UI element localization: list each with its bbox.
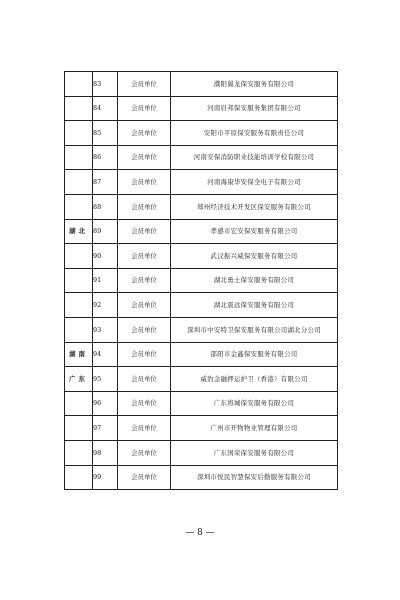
serial-number-cell: 94 bbox=[93, 342, 118, 367]
region-cell bbox=[65, 440, 93, 465]
table-row bbox=[65, 391, 338, 416]
company-name-cell: 河南海康华安保全电子有限公司 bbox=[171, 170, 338, 195]
table-row bbox=[65, 416, 338, 441]
serial-number-cell: 89 bbox=[93, 219, 118, 244]
region-cell bbox=[65, 121, 93, 146]
member-type-cell: 会员单位 bbox=[118, 194, 171, 219]
region-cell bbox=[65, 194, 93, 219]
company-name-cell: 广州市开物物业管理有限公司 bbox=[171, 416, 338, 441]
member-type-cell: 会员单位 bbox=[118, 367, 171, 392]
member-type-cell: 会员单位 bbox=[118, 416, 171, 441]
serial-number-cell: 92 bbox=[93, 293, 118, 318]
table-row bbox=[65, 170, 338, 195]
member-type-cell: 会员单位 bbox=[118, 96, 171, 121]
region-cell bbox=[65, 72, 93, 97]
table-row bbox=[65, 293, 338, 318]
company-name-cell: 广东将城保安服务有限公司 bbox=[171, 391, 338, 416]
serial-number-cell: 88 bbox=[93, 194, 118, 219]
serial-number-cell: 99 bbox=[93, 465, 118, 490]
company-name-cell: 安阳市平原保安服务有限责任公司 bbox=[171, 121, 338, 146]
table-row bbox=[65, 219, 338, 244]
table-row bbox=[65, 194, 338, 219]
company-name-cell: 湖北震远保安服务有限公司 bbox=[171, 293, 338, 318]
table-row bbox=[65, 440, 338, 465]
table-row bbox=[65, 72, 338, 97]
company-name-cell: 广东国荣保安服务有限公司 bbox=[171, 440, 338, 465]
serial-number-cell: 93 bbox=[93, 317, 118, 342]
table-row bbox=[65, 121, 338, 146]
region-cell bbox=[65, 416, 93, 441]
table-row bbox=[65, 145, 338, 170]
serial-number-cell: 98 bbox=[93, 440, 118, 465]
member-type-cell: 会员单位 bbox=[118, 121, 171, 146]
member-type-cell: 会员单位 bbox=[118, 391, 171, 416]
member-type-cell: 会员单位 bbox=[118, 440, 171, 465]
table-row bbox=[65, 244, 338, 269]
region-cell: 湖北 bbox=[65, 219, 93, 244]
serial-number-cell: 87 bbox=[93, 170, 118, 195]
member-units-table-body bbox=[65, 72, 338, 490]
region-cell: 湖南 bbox=[65, 342, 93, 367]
company-name-cell: 河南安保消防职业技能培训学校有限公司 bbox=[171, 145, 338, 170]
company-name-cell: 深圳市悦民智慧保安后勤服务有限公司 bbox=[171, 465, 338, 490]
table-row bbox=[65, 96, 338, 121]
table-row bbox=[65, 268, 338, 293]
company-name-cell: 深圳市中安特卫保安服务有限公司湖北分公司 bbox=[171, 317, 338, 342]
serial-number-cell: 96 bbox=[93, 391, 118, 416]
company-name-cell: 濮阳翼龙保安服务有限公司 bbox=[171, 72, 338, 97]
region-cell bbox=[65, 465, 93, 490]
company-name-cell: 邵阳市金鑫保安服务有限公司 bbox=[171, 342, 338, 367]
company-name-cell: 孝感市宏安保安服务有限公司 bbox=[171, 219, 338, 244]
region-cell bbox=[65, 170, 93, 195]
member-type-cell: 会员单位 bbox=[118, 465, 171, 490]
region-cell bbox=[65, 317, 93, 342]
member-type-cell: 会员单位 bbox=[118, 317, 171, 342]
region-cell bbox=[65, 293, 93, 318]
member-type-cell: 会员单位 bbox=[118, 219, 171, 244]
region-cell bbox=[65, 145, 93, 170]
member-units-table bbox=[64, 71, 338, 490]
serial-number-cell: 97 bbox=[93, 416, 118, 441]
table-row bbox=[65, 367, 338, 392]
region-cell bbox=[65, 244, 93, 269]
region-cell bbox=[65, 96, 93, 121]
member-type-cell: 会员单位 bbox=[118, 170, 171, 195]
page-number: — 8 — bbox=[185, 528, 215, 538]
serial-number-cell: 90 bbox=[93, 244, 118, 269]
region-cell bbox=[65, 268, 93, 293]
serial-number-cell: 83 bbox=[93, 72, 118, 97]
member-type-cell: 会员单位 bbox=[118, 72, 171, 97]
company-name-cell: 河南眉邦保安服务集团有限公司 bbox=[171, 96, 338, 121]
table-row bbox=[65, 342, 338, 367]
company-name-cell: 武汉振兴威保安服务有限公司 bbox=[171, 244, 338, 269]
region-cell bbox=[65, 391, 93, 416]
table-row bbox=[65, 317, 338, 342]
serial-number-cell: 85 bbox=[93, 121, 118, 146]
member-type-cell: 会员单位 bbox=[118, 244, 171, 269]
company-name-cell: 郑州经济技术开发区保安服务有限公司 bbox=[171, 194, 338, 219]
member-type-cell: 会员单位 bbox=[118, 342, 171, 367]
region-cell: 广东 bbox=[65, 367, 93, 392]
company-name-cell: 威豹金融押运护卫（香港）有限公司 bbox=[171, 367, 338, 392]
serial-number-cell: 95 bbox=[93, 367, 118, 392]
serial-number-cell: 84 bbox=[93, 96, 118, 121]
company-name-cell: 湖北勇士保安服务有限公司 bbox=[171, 268, 338, 293]
table-row bbox=[65, 465, 338, 490]
member-type-cell: 会员单位 bbox=[118, 268, 171, 293]
serial-number-cell: 91 bbox=[93, 268, 118, 293]
member-type-cell: 会员单位 bbox=[118, 293, 171, 318]
serial-number-cell: 86 bbox=[93, 145, 118, 170]
member-type-cell: 会员单位 bbox=[118, 145, 171, 170]
